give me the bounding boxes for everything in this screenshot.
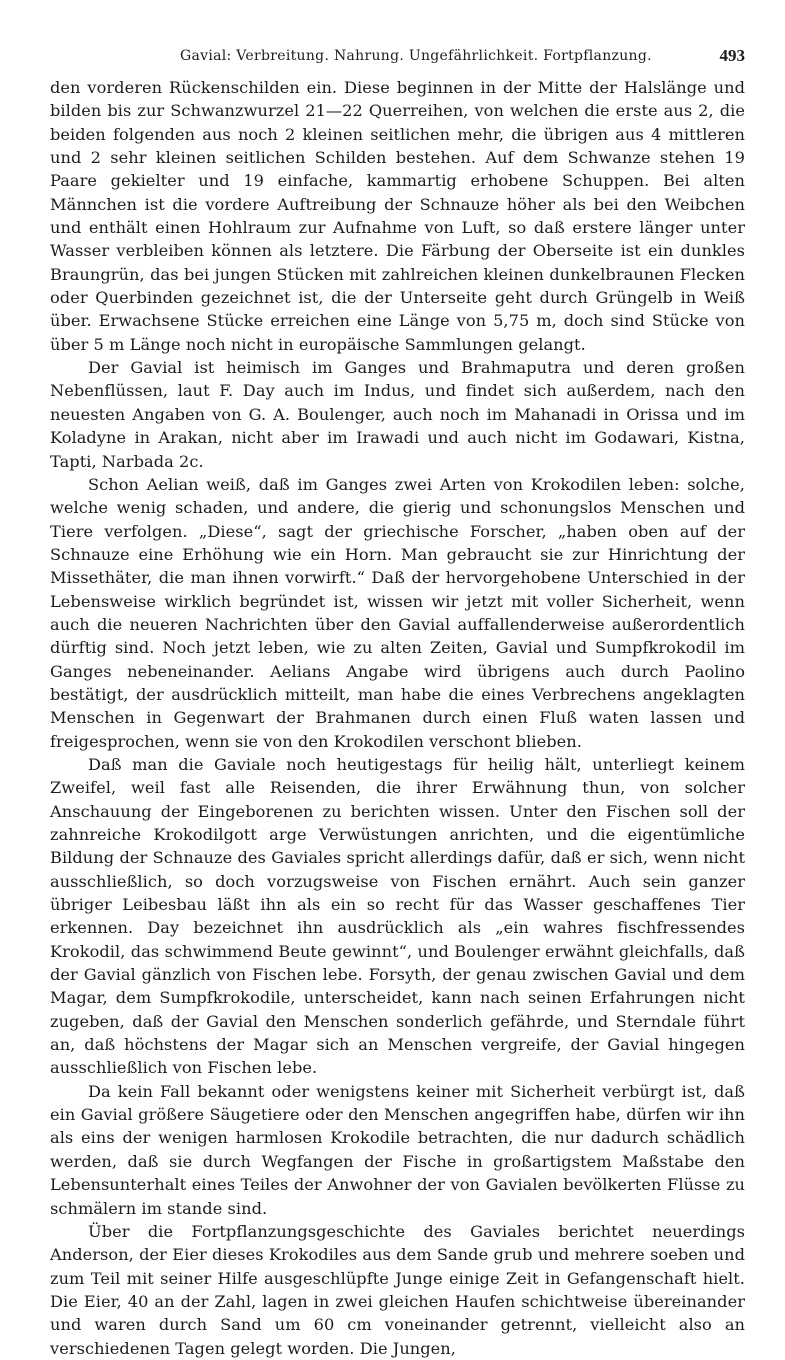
paragraph: den vorderen Rückenschilden ein. Diese beginnen in der Mitte der Halslänge und bilden bis zur Schwanzwurzel 21—22 Querreihen, von welchen die erste aus 2, die beiden folgenden aus noch 2 kleinen seitlichen mehr, die übrigen aus 4 mittleren und 2 sehr kleinen seitlichen Schilden bestehen. Auf dem Schwanze stehen 19 Paare gekielter und 19 einfache, kammartig erhobene Schuppen. Bei alten Männchen ist die vordere Auftreibung der Schnauze höher als bei den Weibchen und enthält einen Hohlraum zur Aufnahme von Luft, so daß erstere länger unter Wasser verbleiben können als letztere. Die Färbung der Oberseite ist ein dunkles Braungrün, das bei jungen Stücken mit zahlreichen kleinen dunkelbraunen Flecken oder Querbinden gezeichnet ist, die der Unterseite geht durch Grüngelb in Weiß über. Erwachsene Stücke erreichen eine Länge von 5,75 m, doch sind Stücke von über 5 m Länge noch nicht in europäische Sammlungen gelangt. <box>50 78 745 354</box>
paragraph: Da kein Fall bekannt oder wenigstens keiner mit Sicherheit verbürgt ist, daß ein Gavial größere Säugetiere oder den Menschen angegriffen habe, dürfen wir ihn als eins der wenigen harmlosen Krokodile betrachten, die nur dadurch schädlich werden, daß sie durch Wegfangen der Fische in großartigstem Maßstabe den Lebensunterhalt eines Teiles der Anwohner der von Gavialen bevölkerten Flüsse zu schmälern im stande sind. <box>50 1081 745 1218</box>
paragraph: Daß man die Gaviale noch heutigestags für heilig hält, unterliegt keinem Zweifel, weil fast alle Reisenden, die ihrer Erwähnung thun, von solcher Anschauung der Eingeborenen zu berichten wissen. Unter den Fischen soll der zahnreiche Krokodilgott arge Verwüstungen anrichten, und die eigentümliche Bildung der Schnauze des Gaviales spricht allerdings dafür, daß er sich, wenn nicht ausschließlich, so doch vorzugsweise von Fischen ernährt. Auch sein ganzer übriger Leibesbau läßt ihn als ein so recht für das Wasser geschaffenes Tier erkennen. Day bezeichnet ihn ausdrücklich als „ein wahres fischfressendes Krokodil, das schwimmend Beute gewinnt“, und Boulenger erwähnt gleichfalls, daß der Gavial gänzlich von Fischen lebe. Forsyth, der genau zwischen Gavial und dem Magar, dem Sumpfkrokodile, unterscheidet, kann nach seinen Erfahrungen nicht zugeben, daß der Gavial den Menschen sonderlich gefährde, und Sterndale führt an, daß höchstens der Magar sich an Menschen vergreife, der Gavial hingegen ausschließlich von Fischen lebe. <box>50 754 745 1078</box>
body-text <box>50 76 745 1360</box>
page-number: 493 <box>719 46 745 65</box>
paragraph: Über die Fortpflanzungsgeschichte des Gaviales berichtet neuerdings Anderson, der Eier dieses Krokodiles aus dem Sande grub und mehrere soeben und zum Teil mit seiner Hilfe ausgeschlüpfte Junge einige Zeit in Gefangenschaft hielt. Die Eier, 40 an der Zahl, lagen in zwei gleichen Haufen schichtweise übereinander und waren durch Sand um 60 cm voneinander getrennt, vielleicht also an verschiedenen Tagen gelegt worden. Die Jungen, <box>50 1221 745 1358</box>
paragraph: Schon Aelian weiß, daß im Ganges zwei Arten von Krokodilen leben: solche, welche wenig schaden, und andere, die gierig und schonungslos Menschen und Tiere verfolgen. „Diese“, sagt der griechische Forscher, „haben oben auf der Schnauze eine Erhöhung wie ein Horn. Man gebraucht sie zur Hinrichtung der Missethäter, die man ihnen vorwirft.“ Daß der hervorgehobene Unterschied in der Lebensweise wirklich begründet ist, wissen wir jetzt mit voller Sicherheit, wenn auch die neueren Nachrichten über den Gavial auffallenderweise außerordentlich dürftig sind. Noch jetzt leben, wie zu alten Zeiten, Gavial und Sumpfkrokodil im Ganges nebeneinander. Aelians Angabe wird übrigens auch durch Paolino bestätigt, der ausdrücklich mitteilt, man habe die eines Verbrechens angeklagten Menschen in Gegenwart der Brahmanen durch einen Fluß waten lassen und freigesprochen, wenn sie von den Krokodilen verschont blieben. <box>50 474 745 751</box>
running-head: Gavial: Verbreitung. Nahrung. Ungefährlichkeit. Fortpflanzung. <box>180 48 652 64</box>
paragraph: Der Gavial ist heimisch im Ganges und Brahmaputra und deren großen Nebenflüssen, laut F. Day auch im Indus, und findet sich außerdem, nach den neuesten Angaben von G. A. Boulenger, auch noch im Mahanadi in Orissa und im Koladyne in Arakan, nicht aber im Irawadi und auch nicht im Godawari, Kistna, Tapti, Narbada 2c. <box>50 358 745 471</box>
page-header <box>50 40 745 74</box>
